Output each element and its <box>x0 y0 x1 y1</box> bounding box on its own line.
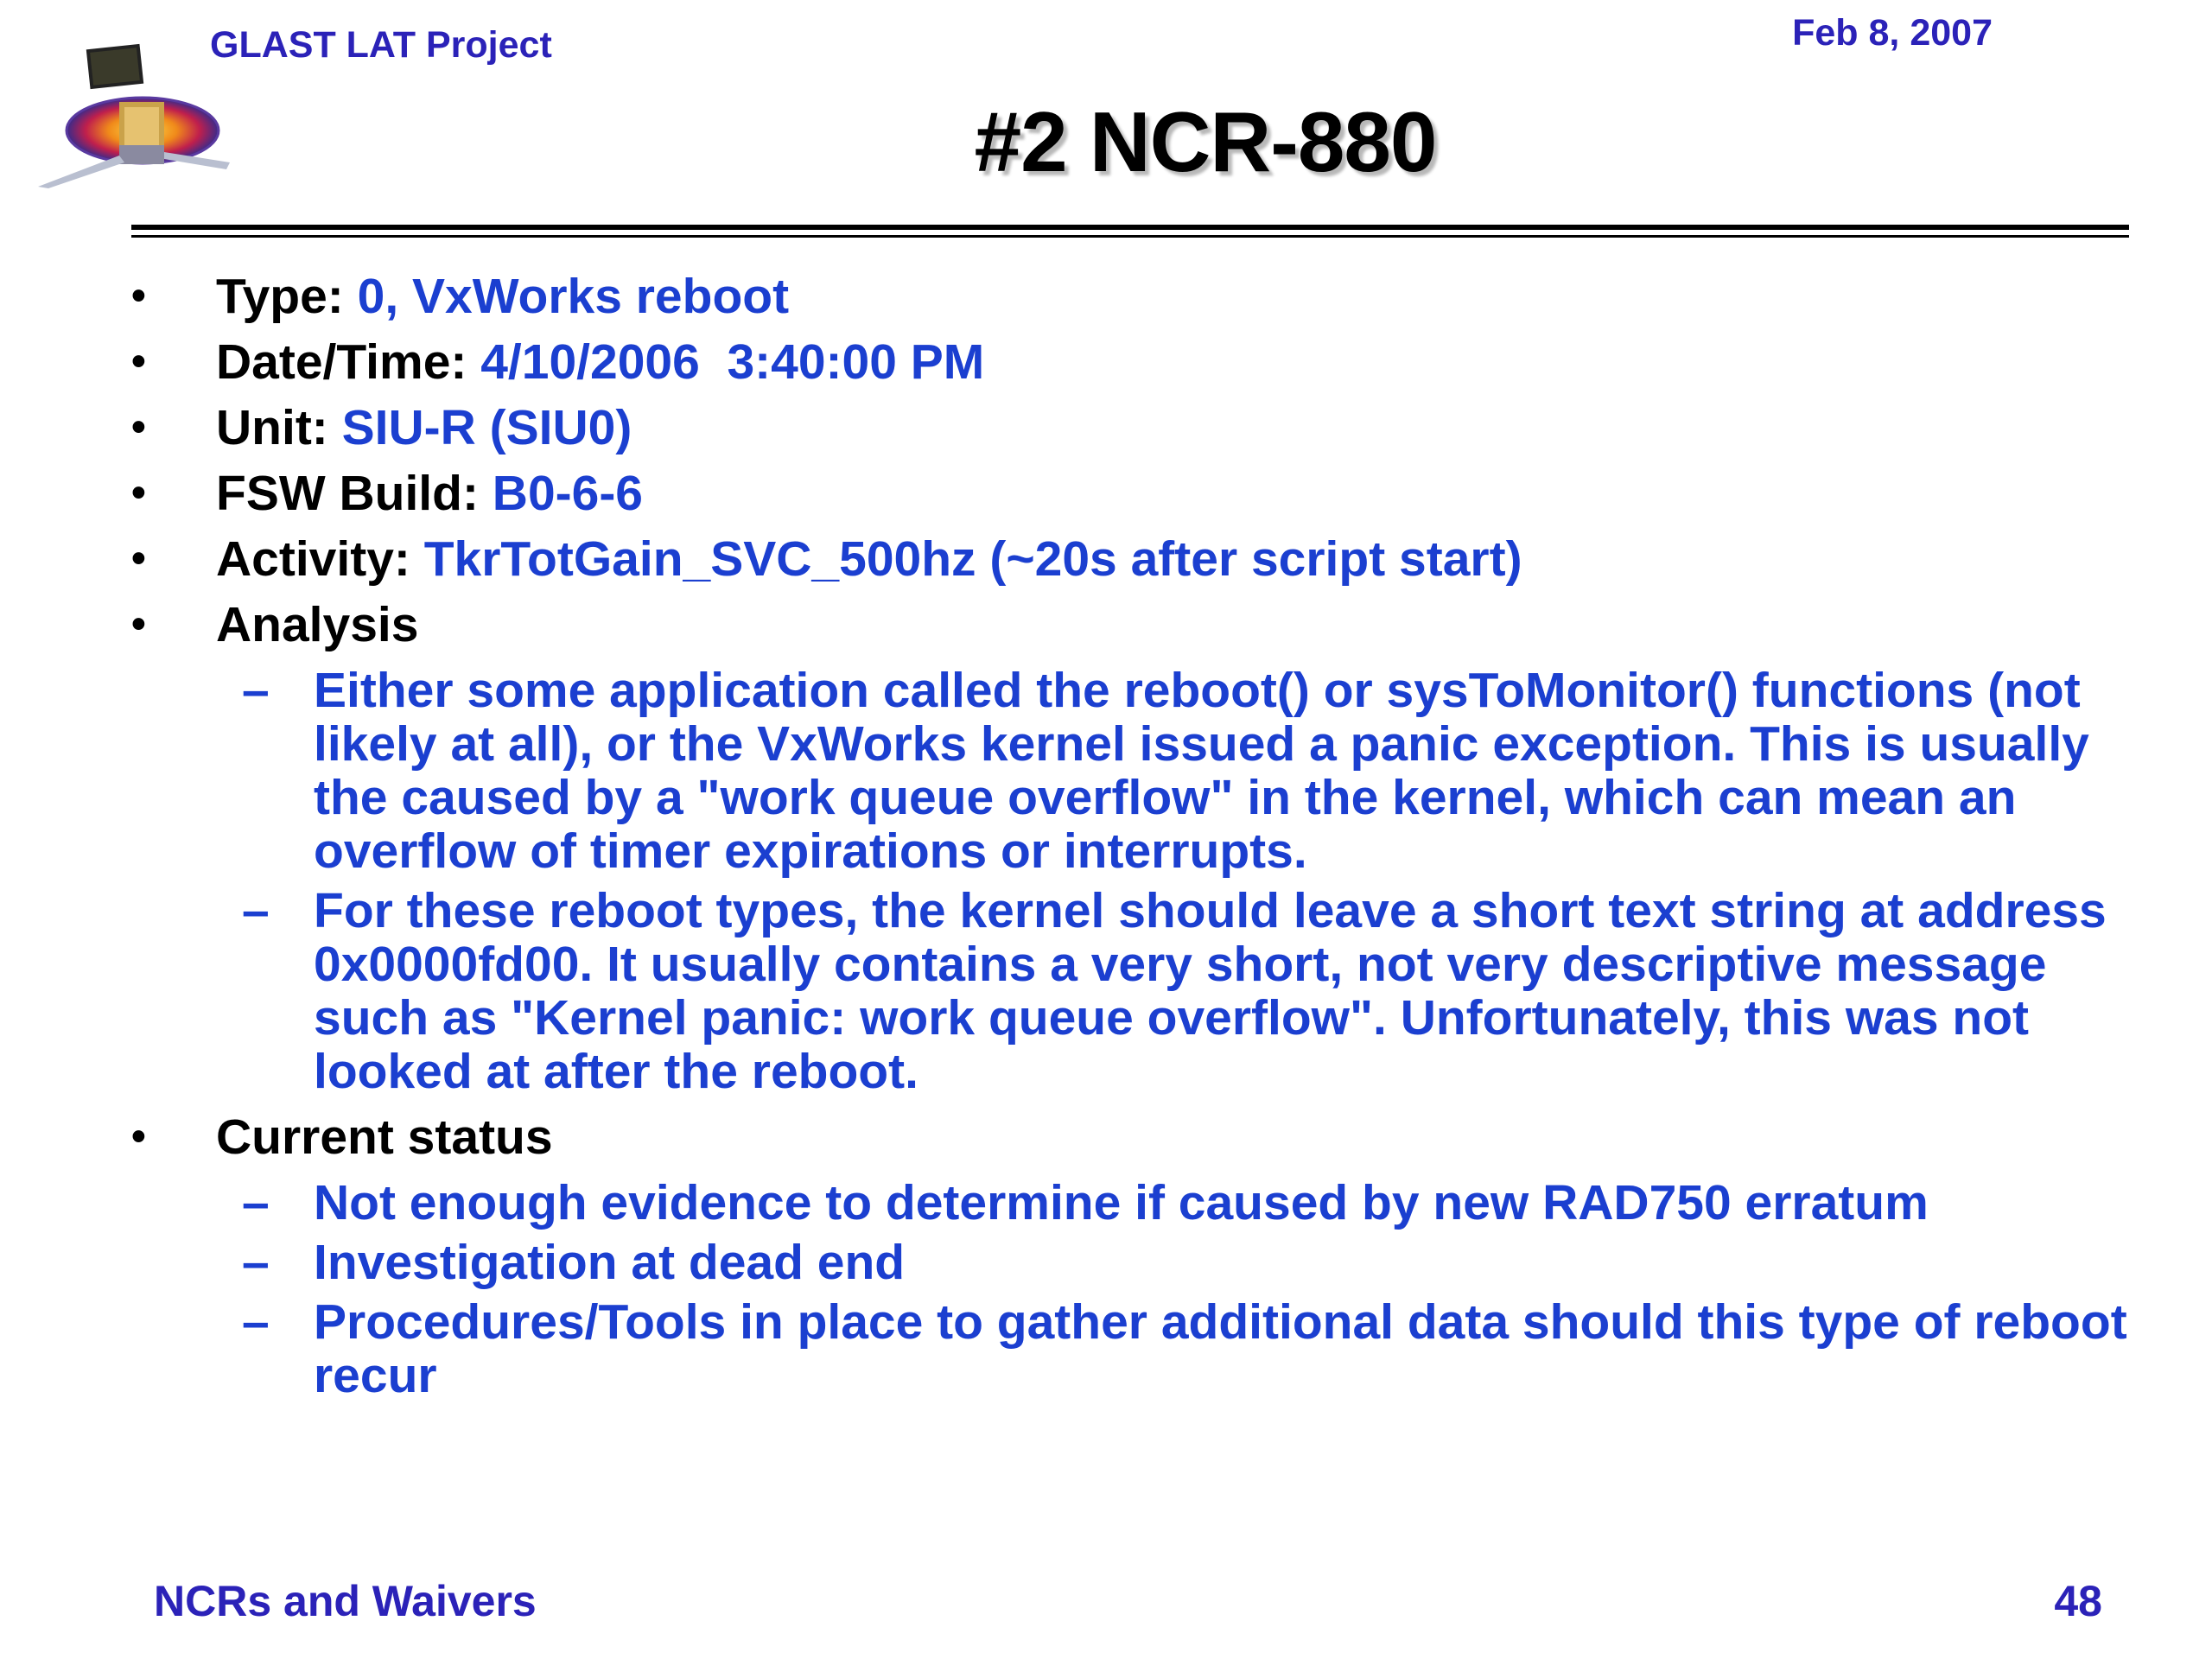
slide-title: #2 NCR-880 <box>974 94 1437 189</box>
project-name: GLAST LAT Project <box>210 24 552 66</box>
analysis-item <box>0 884 2212 1098</box>
analysis-item <box>0 664 2212 878</box>
slide-body <box>0 264 2212 1408</box>
unit-value: SIU-R (SIU0) <box>341 400 632 455</box>
bullet-analysis <box>0 592 2212 658</box>
activity-value: TkrTotGain_SVC_500hz (~20s after script start) <box>423 531 1522 587</box>
analysis-label: Analysis <box>216 597 419 652</box>
status-label: Current status <box>216 1109 553 1165</box>
build-value: B0-6-6 <box>492 466 644 521</box>
bullet-build <box>0 461 2212 526</box>
bullet-marker: • <box>131 339 146 385</box>
status-item <box>0 1236 2212 1289</box>
dash-marker: – <box>242 1235 270 1290</box>
type-label: Type: <box>216 269 344 324</box>
status-item-text: Investigation at dead end <box>314 1235 906 1290</box>
status-item-text: Not enough evidence to determine if caused by new RAD750 erratum <box>314 1175 1929 1230</box>
status-item <box>0 1176 2212 1230</box>
analysis-item-text: For these reboot types, the kernel should leave a short text string at address 0x0000fd00. It usually contains a very short, not very descriptive message such as "Kernel panic: work queue overflow". Unfortunately, this was not looked at after the reboot. <box>314 883 2107 1099</box>
unit-label: Unit: <box>216 400 328 455</box>
type-value: 0, VxWorks reboot <box>357 269 790 324</box>
datetime-label: Date/Time: <box>216 334 467 390</box>
activity-label: Activity: <box>216 531 410 587</box>
build-label: FSW Build: <box>216 466 479 521</box>
status-item-text: Procedures/Tools in place to gather additional data should this type of reboot recur <box>314 1294 2127 1403</box>
dash-marker: – <box>242 1175 270 1230</box>
bullet-current-status <box>0 1104 2212 1170</box>
bullet-datetime <box>0 329 2212 395</box>
bullet-marker: • <box>131 470 146 516</box>
bullet-marker: • <box>131 601 146 647</box>
bullet-marker: • <box>131 273 146 319</box>
dash-marker: – <box>242 883 270 938</box>
title-divider-thin <box>131 235 2129 238</box>
bullet-unit <box>0 395 2212 461</box>
bullet-marker: • <box>131 536 146 582</box>
bullet-marker: • <box>131 1114 146 1160</box>
dash-marker: – <box>242 663 270 718</box>
status-item <box>0 1295 2212 1402</box>
bullet-marker: • <box>131 404 146 450</box>
dash-marker: – <box>242 1294 270 1350</box>
title-divider <box>131 225 2129 230</box>
analysis-item-text: Either some application called the reboot() or sysToMonitor() functions (not likely at all), or the VxWorks kernel issued a panic exception. This is usually the caused by a "work queue overflow" in the kernel, which can mean an overflow of timer expirations or interrupts. <box>314 663 2089 879</box>
bullet-activity <box>0 526 2212 592</box>
header-date: Feb 8, 2007 <box>1792 12 1993 54</box>
footer-section-title: NCRs and Waivers <box>154 1577 537 1625</box>
page-number: 48 <box>2054 1577 2102 1625</box>
datetime-value: 4/10/2006 3:40:00 PM <box>480 334 985 390</box>
bullet-type <box>0 264 2212 329</box>
